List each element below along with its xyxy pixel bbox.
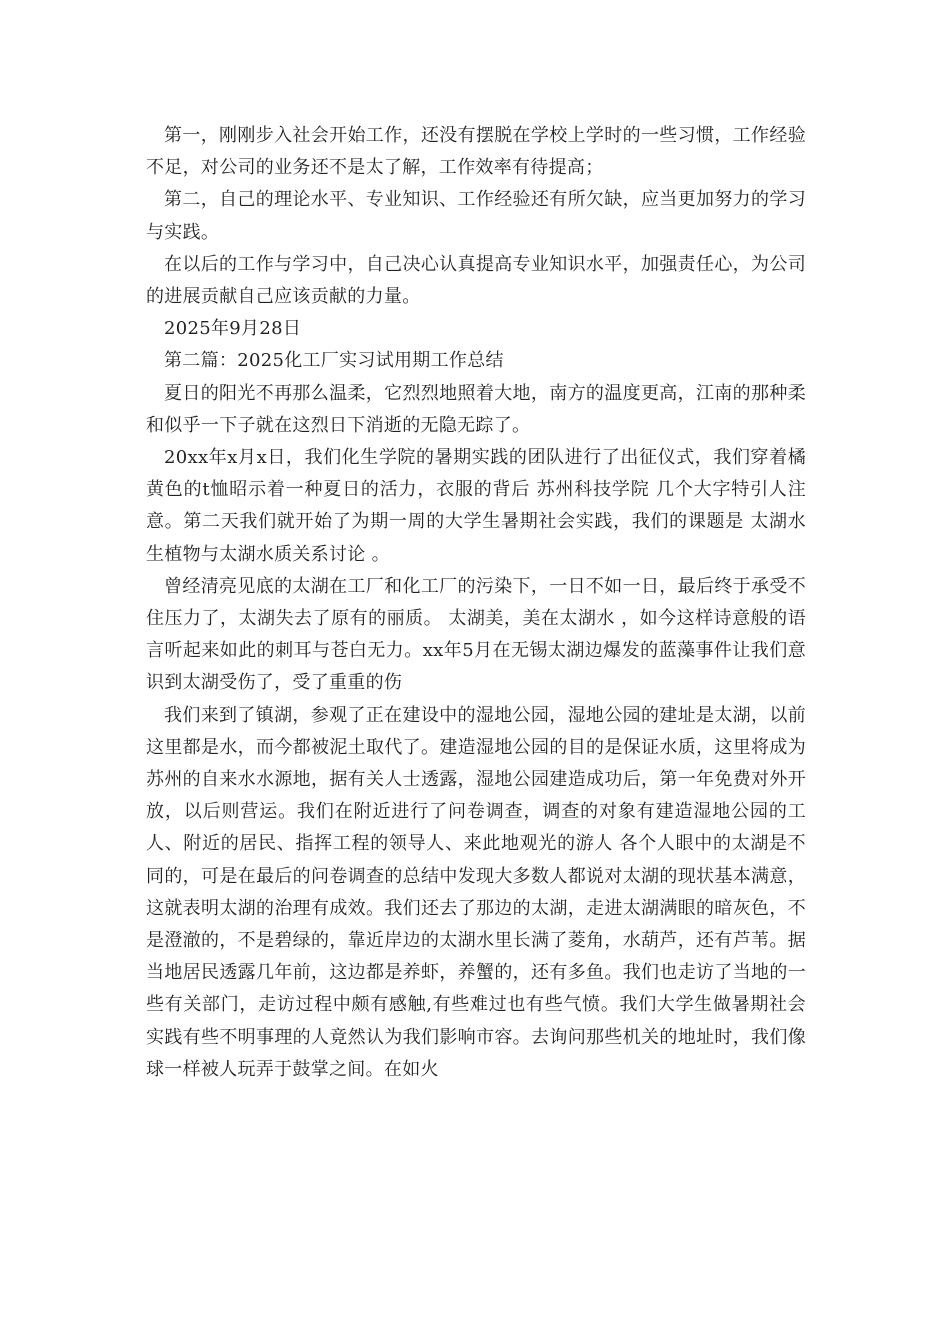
paragraph-2: 第二，自己的理论水平、专业知识、工作经验还有所欠缺，应当更加努力的学习与实践。 bbox=[146, 189, 806, 243]
paragraph-7: 20xx年x月x日，我们化生学院的暑期实践的团队进行了出征仪式，我们穿着橘黄色的t恤昭示着一种夏日的活力，衣服的背后 苏州科技学院 几个大字特引人注意。第二天我们就开始了为期一周的大学生暑期社会实践，我们的课题是 太湖水生植物与太湖水质关系讨论 。 bbox=[146, 447, 806, 565]
document-body bbox=[146, 120, 806, 1086]
paragraph-3: 在以后的工作与学习中，自己决心认真提高专业知识水平，加强责任心，为公司的进展贡献自己应该贡献的力量。 bbox=[146, 253, 806, 308]
paragraph-8: 曾经清亮见底的太湖在工厂和化工厂的污染下，一日不如一日，最后终于承受不住压力了，太湖失去了原有的丽质。 太湖美，美在太湖水 ，如今这样诗意般的语言听起来如此的刺耳与苍白无力。xx年5月在无锡太湖边爆发的蓝藻事件让我们意识到太湖受伤了，受了重重的伤 bbox=[146, 575, 806, 694]
paragraph-6: 夏日的阳光不再那么温柔，它烈烈地照着大地，南方的温度更高，江南的那种柔和似乎一下子就在这烈日下消逝的无隐无踪了。 bbox=[146, 382, 806, 436]
paragraph-1: 第一，刚刚步入社会开始工作，还没有摆脱在学校上学时的一些习惯，工作经验不足，对公司的业务还不是太了解，工作效率有待提高； bbox=[146, 125, 806, 179]
section-heading: 第二篇：2025化工厂实习试用期工作总结 bbox=[164, 350, 504, 372]
paragraph-9: 我们来到了镇湖，参观了正在建设中的湿地公园，湿地公园的建址是太湖，以前这里都是水，而今都被泥土取代了。建造湿地公园的目的是保证水质，这里将成为苏州的自来水水源地，据有关人士透露，湿地公园建造成功后，第一年免费对外开放，以后则营运。我们在附近进行了问卷调查，调查的对象有建造湿地公园的工人、附近的居民、指挥工程的领导人、来此地观光的游人 各个人眼中的太湖是不同的，可是在最后的问卷调查的总结中发现大多数人都说对太湖的现状基本满意，这就表明太湖的治理有成效。我们还去了那边的太湖，走进太湖满眼的暗灰色，不是澄澈的，不是碧绿的，靠近岸边的太湖水里长满了菱角，水葫芦，还有芦苇。据当地居民透露几年前，这边都是养虾，养蟹的，还有多鱼。我们也走访了当地的一些有关部门，走访过程中颇有感触,有些难过也有些气愤。我们大学生做暑期社会实践有些不明事理的人竟然认为我们影响市容。去询问那些机关的地址时，我们像球一样被人玩弄于鼓掌之间。在如火 bbox=[146, 704, 806, 1080]
date-line: 2025年9月28日 bbox=[164, 318, 302, 340]
